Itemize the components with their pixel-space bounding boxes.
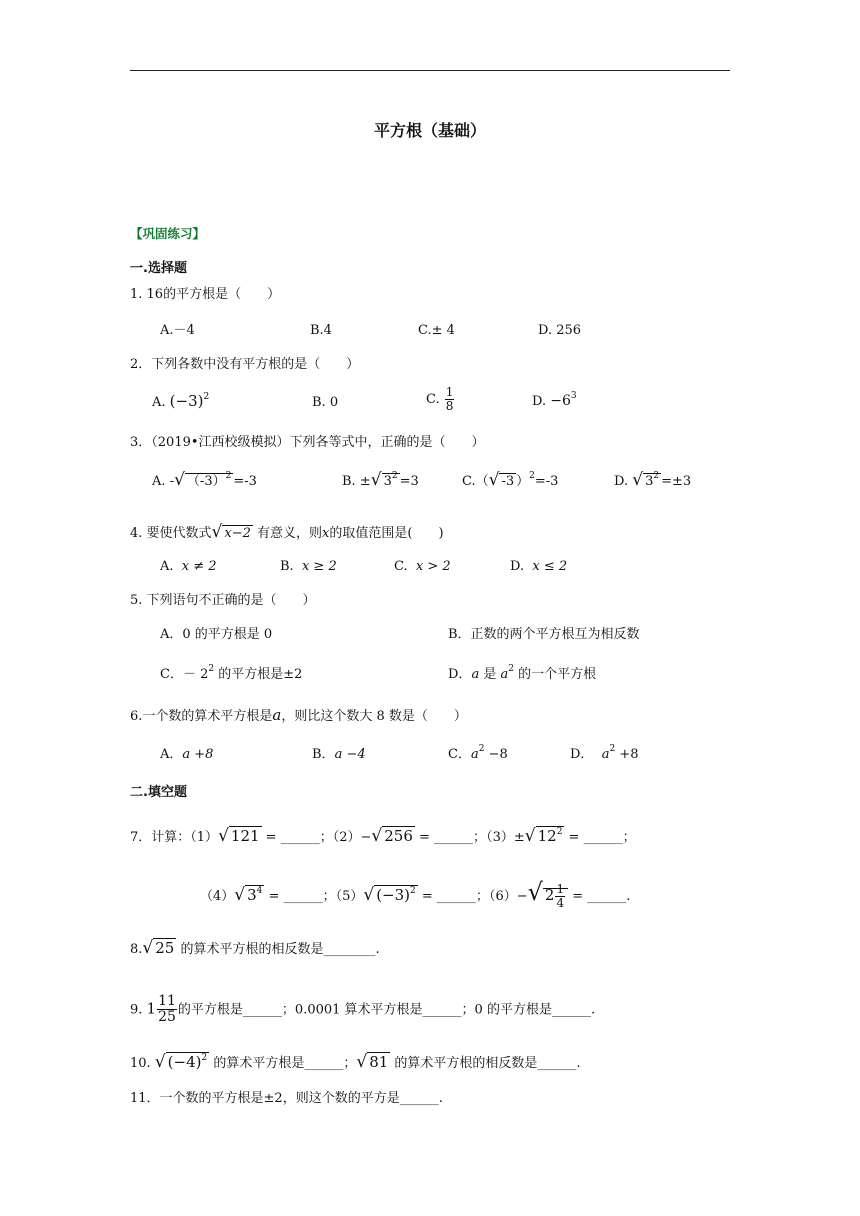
q7-part-4-label: （4） bbox=[200, 889, 235, 904]
q4-c-label: C. bbox=[394, 559, 408, 574]
q6-b-label: B． bbox=[312, 747, 335, 762]
q1-option-a: A.－4 bbox=[160, 323, 195, 338]
q6-option-c bbox=[448, 744, 508, 762]
q7-part-6-label: （6） bbox=[488, 889, 517, 904]
q3-option-c bbox=[462, 472, 558, 489]
q6-d-tail: +8 bbox=[615, 747, 639, 762]
q3-a-post: =-3 bbox=[233, 474, 257, 489]
q7-4-base: 3 bbox=[247, 886, 257, 904]
q5-option-a: A．0 的平方根是 0 bbox=[160, 627, 273, 642]
q5-d-mid: 是 bbox=[479, 667, 501, 682]
question-11: 11．一个数的平方根是±2，则这个数的平方是______. bbox=[130, 1091, 443, 1106]
question-4-stem bbox=[130, 524, 444, 541]
q8-pre: 8. bbox=[130, 942, 143, 957]
q3-d-post: =±3 bbox=[661, 474, 692, 489]
q4-d-math: x ≤ 2 bbox=[532, 559, 568, 574]
q5-d-var2: a bbox=[500, 667, 509, 682]
q8-radicand: 25 bbox=[155, 939, 175, 957]
q6-post: ，则比这个数大 8 数是（ ） bbox=[281, 709, 467, 724]
q7-5-exp: 2 bbox=[410, 886, 416, 896]
q1-option-c: C.± 4 bbox=[418, 323, 455, 338]
q2-a-label: A. bbox=[152, 395, 166, 410]
radical-icon: √ bbox=[211, 522, 223, 542]
q5-c-exp: 2 bbox=[208, 664, 215, 674]
question-7-row-2 bbox=[200, 880, 630, 910]
q10-post: 的算术平方根的相反数是______. bbox=[390, 1056, 581, 1071]
q4-d-label: D. bbox=[510, 559, 525, 574]
q2-option-a bbox=[152, 394, 209, 409]
q7-2-blank: = ______； bbox=[414, 830, 487, 845]
q5-option-c bbox=[160, 664, 303, 682]
q7-6-whole: 2 bbox=[544, 886, 555, 904]
q4-a-label: A. bbox=[160, 559, 174, 574]
q4-mid: 有意义，则 bbox=[257, 526, 323, 541]
q6-c-var: a bbox=[470, 747, 479, 762]
q3-b-pre: ± bbox=[359, 474, 371, 489]
q10-rad1: (−4) bbox=[167, 1053, 202, 1071]
q2-a-base: (−3) bbox=[169, 392, 204, 410]
q4-option-c bbox=[394, 560, 451, 573]
question-10 bbox=[130, 1054, 581, 1071]
q4-c-math: x > 2 bbox=[415, 559, 451, 574]
q3-c-label: C.（ bbox=[462, 474, 489, 489]
radical-icon: √ bbox=[234, 885, 246, 905]
q1-option-b: B.4 bbox=[310, 323, 332, 338]
q7-part-5-label: （5） bbox=[335, 889, 364, 904]
q2-option-d bbox=[532, 391, 577, 409]
q4-a-math: x ≠ 2 bbox=[181, 559, 217, 574]
q4-b-label: B. bbox=[280, 559, 294, 574]
q6-c-label: C． bbox=[448, 747, 471, 762]
radical-icon: √ bbox=[524, 826, 536, 846]
q7-2-radicand: 256 bbox=[384, 827, 413, 845]
q1-option-d: D. 256 bbox=[538, 323, 582, 338]
q6-var: a bbox=[272, 706, 282, 724]
q3-a-radicand bbox=[185, 473, 233, 489]
q5-option-b: B．正数的两个平方根互为相反数 bbox=[448, 627, 640, 642]
q7-4-blank: = ______； bbox=[264, 889, 336, 904]
radical-icon: √ bbox=[632, 470, 644, 490]
q3-b-exp: 2 bbox=[391, 471, 398, 481]
q7-6-den: 4 bbox=[556, 896, 565, 910]
q10-pre: 10. bbox=[130, 1056, 155, 1071]
radical-icon: √ bbox=[371, 826, 383, 846]
q5-c-post: 的平方根是±2 bbox=[214, 667, 303, 682]
q3-b-post: =3 bbox=[399, 474, 419, 489]
header-rule bbox=[130, 70, 730, 71]
question-3-stem: 3．（2019•江西校级模拟）下列各等式中，正确的是（ ） bbox=[130, 435, 485, 450]
q6-b-math: a −4 bbox=[334, 747, 366, 762]
q7-part-1-label: （1） bbox=[190, 830, 219, 845]
q7-6-radicand bbox=[543, 881, 568, 910]
q3-d-exp: 2 bbox=[653, 471, 660, 481]
q7-6-fraction bbox=[555, 883, 565, 910]
question-1-stem: 1. 16的平方根是（ ） bbox=[130, 287, 281, 302]
q5-d-pre: D． bbox=[448, 667, 472, 682]
q8-post: 的算术平方根的相反数是________. bbox=[176, 942, 380, 957]
page-title: 平方根（基础） bbox=[373, 121, 486, 140]
q9-fraction bbox=[157, 994, 177, 1026]
question-7-row-1 bbox=[130, 828, 636, 845]
radical-icon: √ bbox=[363, 885, 375, 905]
q7-3-base: 12 bbox=[537, 827, 557, 845]
q2-d-base: −6 bbox=[550, 393, 571, 409]
q10-exp1: 2 bbox=[201, 1053, 208, 1063]
q2-d-label: D. bbox=[532, 394, 547, 409]
q9-pre: 9. bbox=[130, 1002, 147, 1018]
q2-c-num: 1 bbox=[445, 385, 454, 399]
q9-whole: 1 bbox=[146, 999, 157, 1018]
q6-pre: 6.一个数的算术平方根是 bbox=[130, 709, 273, 724]
q6-option-b bbox=[312, 748, 366, 761]
q7-1-radicand: 121 bbox=[230, 827, 260, 845]
q3-option-d bbox=[614, 472, 691, 489]
q6-a-label: A． bbox=[160, 747, 183, 762]
q6-d-var: a bbox=[601, 747, 610, 762]
q3-b-rad: 3 bbox=[383, 474, 392, 489]
q3-c-rad: -3 bbox=[501, 474, 515, 489]
q6-option-d bbox=[570, 744, 639, 762]
q9-den: 25 bbox=[158, 1009, 176, 1026]
q3-d-radicand bbox=[643, 473, 661, 489]
section-heading-fill: 二.填空题 bbox=[130, 785, 187, 800]
question-6-stem bbox=[130, 708, 467, 723]
q2-d-exp: 3 bbox=[570, 391, 577, 401]
q2-option-c bbox=[426, 386, 455, 413]
question-8 bbox=[130, 940, 380, 957]
q6-d-label: D． bbox=[570, 747, 594, 762]
q7-2-minus: − bbox=[360, 830, 372, 845]
q2-c-den: 8 bbox=[445, 399, 454, 414]
radical-icon: √ bbox=[488, 470, 500, 490]
q7-6-minus: − bbox=[516, 889, 528, 904]
q2-c-fraction bbox=[445, 386, 455, 413]
q10-radicand-1 bbox=[166, 1052, 210, 1071]
radical-icon: √ bbox=[142, 938, 154, 958]
q7-3-radicand bbox=[536, 826, 565, 845]
section-heading-choice: 一.选择题 bbox=[130, 261, 187, 276]
q3-a-rad: （-3） bbox=[186, 474, 226, 489]
q7-lead: 7．计算： bbox=[130, 830, 191, 845]
q6-option-a bbox=[160, 748, 213, 761]
question-9 bbox=[130, 994, 595, 1026]
q6-d-exp: 2 bbox=[609, 744, 616, 754]
q7-3-pm: ± bbox=[513, 830, 525, 845]
q9-post: 的平方根是______；0.0001 算术平方根是______；0 的平方根是______. bbox=[177, 1002, 596, 1018]
q4-pre: 4. 要使代数式 bbox=[130, 526, 212, 541]
q7-4-radicand bbox=[245, 885, 264, 904]
q7-1-blank: = ______； bbox=[261, 830, 333, 845]
q7-6-blank: = ______. bbox=[568, 889, 631, 904]
q3-d-rad: 3 bbox=[645, 474, 654, 489]
q3-option-b bbox=[342, 472, 419, 489]
q3-b-label: B. bbox=[342, 474, 356, 489]
q6-c-tail: −8 bbox=[484, 747, 508, 762]
q4-b-math: x ≥ 2 bbox=[301, 559, 337, 574]
q3-option-a bbox=[152, 472, 257, 489]
q5-c-pre: C．－ 2 bbox=[160, 667, 209, 682]
radical-icon: √ bbox=[356, 1052, 368, 1072]
q7-3-blank: = ______； bbox=[564, 830, 636, 845]
question-2-stem: 2．下列各数中没有平方根的是（ ） bbox=[130, 357, 360, 372]
q7-3-exp: 2 bbox=[556, 827, 563, 837]
q7-part-2-label: （2） bbox=[332, 830, 361, 845]
radical-icon: √ bbox=[370, 470, 382, 490]
q7-6-num: 1 bbox=[556, 881, 565, 896]
q5-option-d bbox=[448, 664, 597, 682]
q7-4-exp: 4 bbox=[256, 886, 263, 896]
q3-c-exp: 2 bbox=[529, 471, 535, 481]
q3-c-tail: =-3 bbox=[534, 474, 559, 489]
q4-option-d bbox=[510, 560, 567, 573]
radical-icon: √ bbox=[527, 878, 543, 906]
q9-num: 11 bbox=[158, 993, 176, 1009]
q5-d-post: 的一个平方根 bbox=[513, 667, 597, 682]
q6-c-exp: 2 bbox=[478, 744, 485, 754]
q3-a-pre: - bbox=[169, 474, 175, 489]
q3-a-exp: 2 bbox=[225, 471, 232, 481]
q3-b-radicand bbox=[382, 473, 400, 489]
q7-5-blank: = ______； bbox=[417, 889, 489, 904]
section-tag: 【巩固练习】 bbox=[130, 226, 206, 241]
q4-var: x bbox=[322, 526, 330, 541]
q2-c-label: C. bbox=[426, 392, 440, 408]
radical-icon: √ bbox=[174, 470, 185, 490]
q5-d-exp: 2 bbox=[508, 664, 514, 674]
q6-a-math: a +8 bbox=[182, 747, 214, 762]
q2-a-exp: 2 bbox=[203, 392, 210, 402]
q10-radicand-2: 81 bbox=[369, 1053, 389, 1071]
q3-c-post: ） bbox=[516, 474, 530, 489]
q7-part-3-label: （3） bbox=[486, 830, 514, 845]
q7-5-radicand bbox=[374, 885, 418, 904]
q5-d-var: a bbox=[471, 667, 480, 682]
q3-d-label: D. bbox=[614, 474, 629, 489]
q4-radicand: x−2 bbox=[224, 526, 251, 541]
question-5-stem: 5. 下列语句不正确的是（ ） bbox=[130, 593, 316, 608]
radical-icon: √ bbox=[154, 1052, 166, 1072]
q3-a-label: A. bbox=[152, 474, 166, 489]
q7-5-base: (−3) bbox=[376, 886, 411, 904]
q4-post: 的取值范围是( ) bbox=[329, 526, 444, 541]
q4-option-a bbox=[160, 560, 217, 573]
q2-option-b: B. 0 bbox=[312, 395, 339, 410]
q10-mid: 的算术平方根是______； bbox=[209, 1056, 357, 1071]
radical-icon: √ bbox=[218, 826, 229, 846]
q4-option-b bbox=[280, 560, 337, 573]
